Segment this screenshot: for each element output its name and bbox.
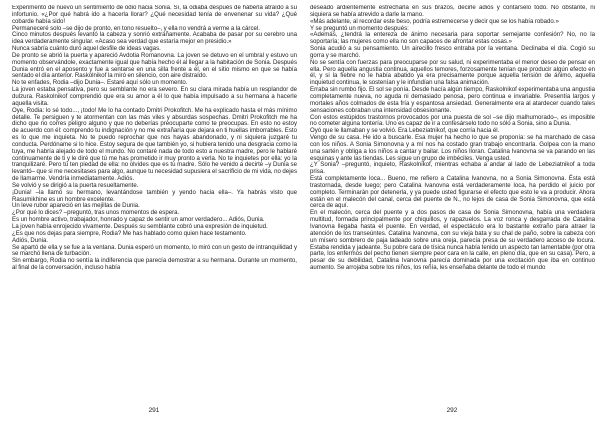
paragraph: Se volvió y se dirigió a la puerta resueltamente. [12,181,139,189]
paragraph: Oyó que le llamaban y se volvió. Era Lebeziatnikof, que corría hacia él. [310,127,500,135]
paragraph: «Más adelante, al recordar este beso, podría estremecerse y decir que se los había robado.» [310,17,559,25]
right-page-number: 292 [446,407,458,414]
paragraph: Sonia acudió a su pensamiento. Un airecillo fresco entraba por la ventana. Declinaba el día. Cogió su gorra y se marchó. [310,45,595,59]
paragraph: Con estos estúpidos trastornos provocados por una puesta de sol –se dijo malhumorado–, es imposible no cometer alguna tontería. Uno es capaz de ir a confesárselo todo no sólo a Sonia, sino a Dunia. [310,113,595,128]
left-page-number: 291 [148,407,160,414]
paragraph: No te enfades, Rodia –dijo Dunia–. Estaré aquí sólo un momento. [12,79,188,87]
paragraph: Y se preguntó un momento después: [310,24,409,32]
paragraph: Nunca sabría cuánto duró aquel desfile de ideas vagas. [12,45,161,53]
paragraph: La joven había enrojecido vivamente. Después su semblante cobró una expresión de inquietud. [12,223,268,230]
right-page-text [310,5,595,405]
paragraph: ¿Por qué lo dices? –preguntó, tras unos momentos de espera. [12,209,180,217]
paragraph: «Además, ¿tendrá la entereza de ánimo necesaria para soportar semejante confesión? No, no la soportaría; las mujeres como ella no son capaces de afrontar estas cosas.» [310,31,595,46]
left-page [12,5,297,415]
paragraph: Erraba sin rumbo fijo. El sol se ponía. Desde hacía algún tiempo, Raskolnikof experimentaba una angustia completamente nueva, no aguda ni demasiado penosa, pero continua e invariable. Presentía largos y mortales años colmados de esta fría y espantosa ansiedad. Generalmente era al atardecer cuando tales sensaciones cobraban una intensidad obsesionante. [310,86,595,114]
paragraph: Cinco minutos después levantó la cabeza y sonrió extrañamente. Acababa de pasar por su cerebro una idea verdaderamente singular. «Acaso sea verdad que estaría mejor en presidio.» [12,31,297,46]
paragraph: Permaneceré solo –se dijo de pronto, en tono resuelto–, y ella no vendrá a verme a la cárcel. [12,24,260,32]
paragraph: Adiós, Dunia. [12,236,49,244]
paragraph: ¡Dunia! –la llamó su hermano, levantándose también y yendo hacia ella–. Ya habrás visto que Rasumikhine es un hombre excelente. [12,188,297,203]
paragraph: ¿Y Sonia? –preguntó, inquieto, Raskolnikof, mientras echaba a andar al lado de Lebeziatnikof a toda prisa. [310,161,595,176]
paragraph: Es un hombre activo, trabajador, honrado y capaz de sentir un amor verdadero... Adiós, Dunia. [12,216,265,224]
paragraph: ¿Es que nos dejas para siempre, Rodia? Me has hablado como quien hace testamento. [12,229,247,237]
paragraph: La joven estaba pensativa, pero su semblante no era severo. En su clara mirada había un resplandor de dulzura. Raskolnikof comprendió que era su amor a él lo que había impulsado a su hermana a hacerle aquella visita. [12,86,297,107]
paragraph: deseado ardientemente estrecharla en sus brazos, decirle adiós y contárselo todo. No obstante, ni siquiera se había atrevido a darle la mano. [310,5,595,18]
paragraph: No se sentía con fuerzas para preocuparse por su salud, ni experimentaba el menor deseo de pensar en ella. Pero aquella angustia continua, aquellos temores, forzosamente tenían que producir algún efecto en él, y si la fiebre no le había abatido ya era precisamente porque aquella tensión de ánimo, aquella inquietud continua, le sostenían y le infundían una falsa animación. [310,58,595,87]
left-page-text [12,5,297,405]
paragraph: Un leve rubor apareció en las mejillas de Dunia. [12,202,140,210]
paragraph: Experimentó de nuevo un sentimiento de odio hacia Sonia. Sí, la odiaba después de haberla atraído a su infortunio. «¿Por qué habrá ido a hacerla llorar? ¿Qué necesidad tenía de envenenar su vida? ¿Qué cobarde había sido! [12,5,297,25]
paragraph: Sin embargo, Rodia no sentía la indiferencia que parecía demostrar a su hermana. Durante un momento, al final de la conversación, incluso había [12,257,297,272]
right-page [310,5,595,415]
paragraph: Está completamente loca... Bueno, me refiero a Catalina Ivanovna, no a Sonia Simonovna. Ésta está trastornada, desde luego; pero Catalina Ivanovna está verdaderamente loca, ha perdido el juicio por completo. Terminarán por detenerla, y ya puede usted figurarse el efecto que esto le va a producir. Ahora están en el malecón del canal, cerca del puente de N., no lejos de casa de Sonia Simonovna, que está cerca de aquí. [310,175,595,210]
paragraph: Se apartó de ella y se fue a la ventana. Dunia esperó un momento, lo miró con un gesto de intranquilidad y se marchó llena de turbación. [12,243,297,258]
paragraph: En el malecón, cerca del puente y a dos pasos de casa de Sonia Simonovna, había una verdadera multitud, formada principalmente por chiquillos, y rapazuelos. La voz ronca y desgarrada de Catalina Ivanovna llegaba hasta el puente. En verdad, el espectáculo era lo bastante extraño para atraer la atención de los transeúntes. Catalina Ivanovna, con su vieja bata y su chal de paño, sobre la cabeza con un mísero sombrero de paja ladeado sobre una oreja, parecía presa de su verdadero acceso de locura. Estaba rendida y jadeante. Su pobre cara de tísica nunca había tenido un aspecto tan lamentable (por otra parte, los enfermos del pecho tienen siempre peor cara en la calle, en pleno día, que en su casa). Pero, a pesar de su debilidad, Catalina Ivanovna parecía dominada por una excitación que iba en continuo aumento. Se arrojaba sobre los niños, los reñía, les enseñaba delante de todo el mundo [310,209,595,272]
paragraph: De pronto se abrió la puerta y apareció Avdotia Romanovna. La joven se detuvo en el umbral y estuvo un momento observándole, exactamente igual que había hecho él al llegar a la habitación de Sonia. Después Dunia entró en el aposento y fue a sentarse en una silla frente a él, en el sitio mismo en que se había sentado el día anterior. Raskolnikof la miró en silencio, con aire distraído. [12,51,297,80]
paragraph: Vengo de su casa. He ido a buscarle. Esa mujer ha hecho lo que se proponía: se ha marchado de casa con los niños. A Sonia Simonovna y a mí nos ha costado gran trabajo encontrarla. Golpea con la mano una sartén y obliga a los niños a cantar y bailar. Los niños lloran. Catalina Ivanovna se va parando en las esquinas y ante las tiendas. Les sigue un grupo de imbéciles. Venga usted. [310,134,595,162]
paragraph: Oye, Rodia: lo sé todo..., ¡todo! Me lo ha contado Dmitri Prokofitch. Me ha explicado hasta el más mínimo detalle. Te persiguen y te atormentan con las más viles y absurdas sospechas. Dmitri Prokofitch me ha dicho que no corres peligro alguno y que no deberías preocuparte como te preocupas. En esto no estoy de acuerdo con él: comprendo tu indignación y no me extrañaría que dejara en ti huellas imborrables. Esto es lo que me inquieta. No te puedo reprochar que nos hayas abandonado, y ni siquiera juzgaré tu conducta. Perdóname si lo hice. Estoy segura de que también yo, si hubiera tenido una desgracia como la tuya, me habría alejado de todo el mundo. No contaré nada de todo esto a nuestra madre, pero le hablaré continuamente de ti y le diré que tú me has prometido ir muy pronto a verla. No te inquietes por ella: yo la tranquilizaré. Pero tú ten piedad de ella: no olvides que es tu madre. Sólo he venido a decirte –y Dunia se levantó– que si me necesitases para algo, aunque tu necesidad supusiera el sacrificio de mi vida, no dejes de llamarme. Vendría inmediatamente. Adiós. [12,106,297,183]
